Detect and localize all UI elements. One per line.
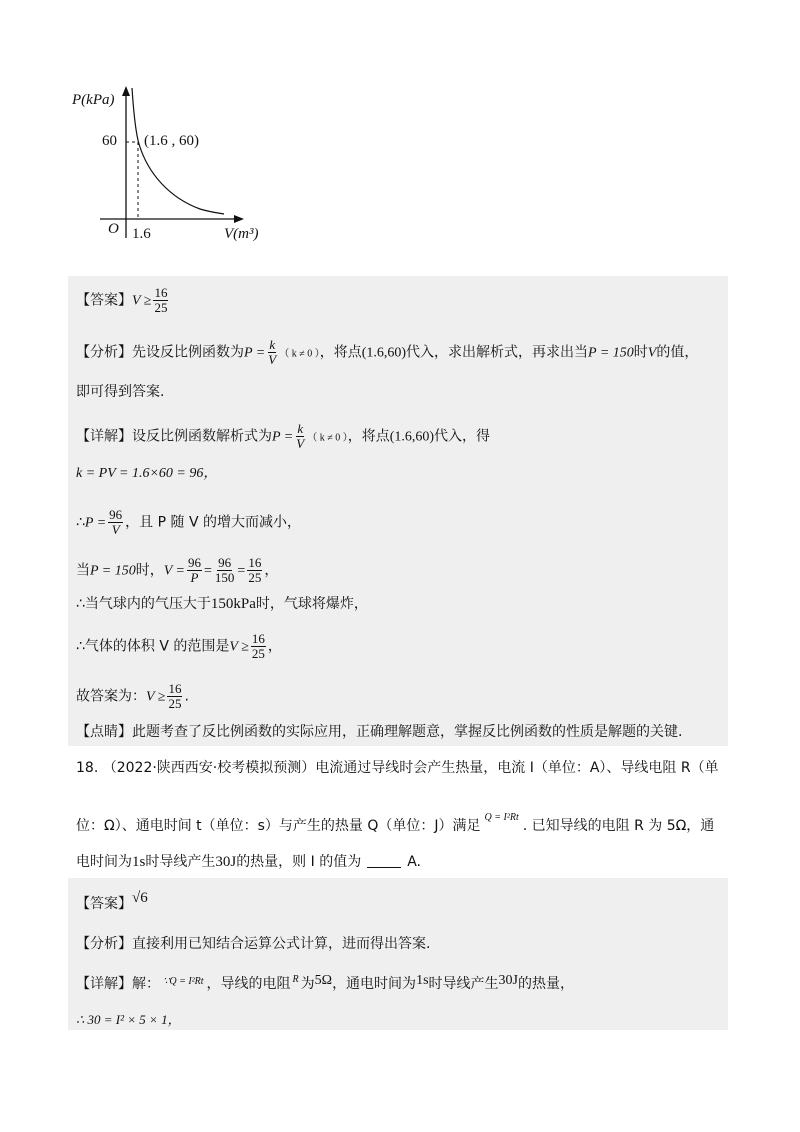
q18-answer-line: 【答案】√6 (76, 890, 148, 912)
inverse-curve (132, 88, 224, 214)
q17-therefore-2: ∴当气球内的气压大于150kPa时，气球将爆炸， (76, 596, 368, 612)
detail-tag: 【详解】 (76, 428, 132, 445)
answer-tag: 【答案】 (76, 896, 132, 912)
q18-detail-line: 【详解】解： $^{\because Q = I^2Rt}$ ，导线的电阻 $^R$ 为5Ω，通电时间为1s时导线产生30J的热量， (76, 973, 574, 992)
q18-analysis-line: 【分析】直接利用已知结合运算公式计算，进而得出答案. (76, 936, 431, 952)
answer-blank[interactable] (367, 867, 401, 868)
y-tick-label: 60 (102, 133, 117, 149)
q17-comment: 【点睛】此题考查了反比例函数的实际应用，正确理解题意，掌握反比例函数的性质是解题的关键. (76, 724, 683, 740)
q17-answer-line: 【答案】V ≥ $\frac{16}{25}$ (76, 285, 168, 315)
q18-question-line-1: 18. （2022·陕西西安·校考模拟预测）电流通过导线时会产生热量，电流 I（单位：A）、导线电阻 R（单 (76, 760, 719, 776)
q18-solution-block (68, 878, 728, 1030)
analysis-tag: 【分析】 (76, 936, 132, 952)
point-label: (1.6 , 60) (144, 133, 199, 149)
x-axis-label: V(m³) (224, 226, 259, 242)
detail-tag: 【详解】 (76, 976, 132, 992)
q17-final: 故答案为：V ≥ $\frac{16}{25}$ . (76, 681, 189, 711)
q17-therefore-1: ∴P = $\frac{96}{V}$ ，且 P 随 V 的增大而减小， (76, 507, 301, 537)
q18-question-line-2: 位：Ω）、通电时间 t（单位：s）与产生的热量 Q（单位：J）满足$^{Q = I^2Rt}$. 已知导线的电阻 R 为 5Ω，通 (76, 812, 715, 834)
y-axis-label: P(kPa) (72, 92, 115, 108)
x-axis-arrow (234, 215, 244, 223)
q17-detail-line: 【详解】设反比例函数解析式为P = $\frac{k}{V}$ （ k ≠ 0 ），将点(1.6,60)代入，得 (76, 421, 491, 451)
q17-analysis-line-2: 即可得到答案. (76, 384, 165, 400)
q17-when-line: 当P = 150时，V = $\frac{96}{P}$ = $\frac{96}{150}$ = $\frac{16}{25}$ ， (76, 555, 279, 585)
q17-analysis-line: 【分析】先设反比例函数为P = $\frac{k}{V}$ （ k ≠ 0 ），将点(1.6,60)代入，求出解析式，再求出当P = 150时V的值， (76, 337, 699, 367)
q18-question-line-3: 电时间为1s时导线产生30J的热量，则 I 的值为 A. (76, 854, 421, 870)
origin-label: O (108, 221, 119, 237)
question-source: （2022·陕西西安·校考模拟预测） (102, 760, 316, 776)
answer-tag: 【答案】 (76, 292, 132, 309)
comment-tag: 【点睛】 (76, 724, 132, 740)
q18-last-line: ∴ 30 = I² × 5 × 1， (76, 1012, 181, 1027)
question-number: 18. (76, 760, 99, 776)
q17-therefore-3: ∴气体的体积 V 的范围是V ≥ $\frac{16}{25}$ ， (76, 631, 282, 661)
y-axis-arrow (122, 86, 130, 96)
x-tick-label: 1.6 (132, 226, 151, 242)
analysis-tag: 【分析】 (76, 344, 132, 361)
q17-k-calc: k = PV = 1.6×60 = 96， (76, 466, 218, 481)
